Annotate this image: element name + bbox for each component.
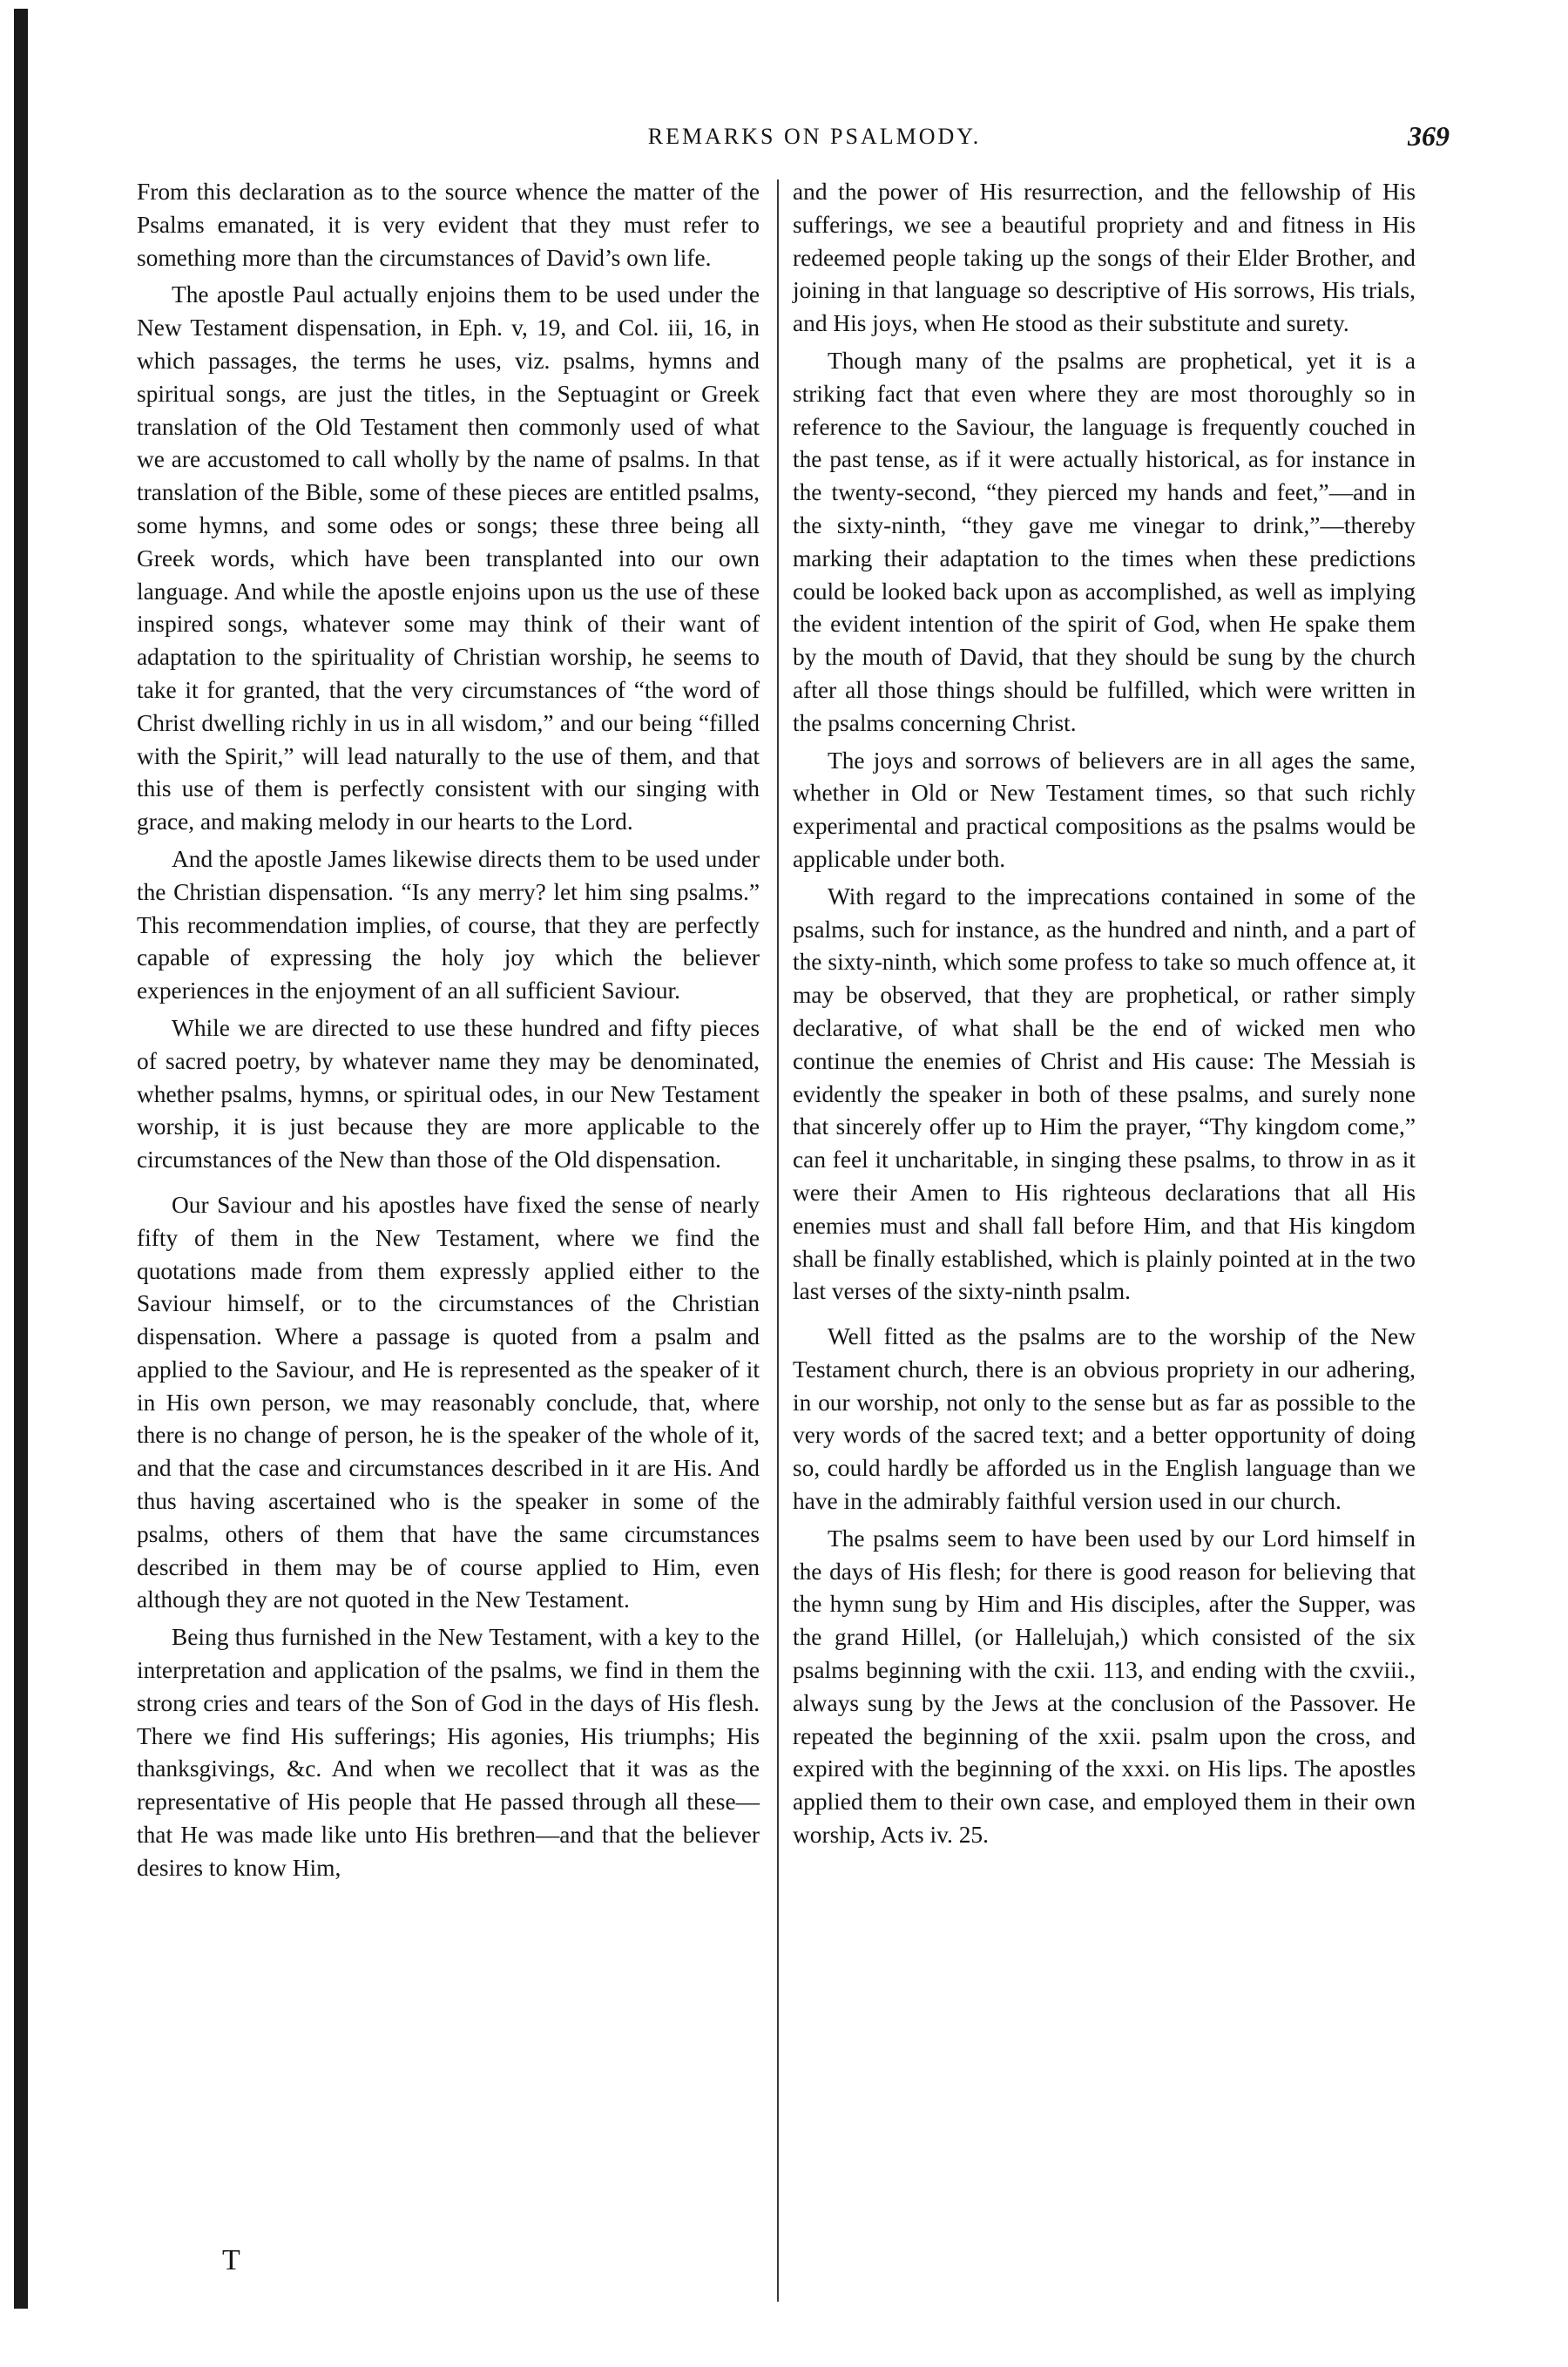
page-edge-bar [14,9,28,2309]
paragraph: Being thus furnished in the New Testament, with a key to the interpretation and application of the psalms, we find in them the strong cries and tears of the Son of God in the days of His flesh. There we find His sufferings; His agonies, His triumphs; His thanksgivings, &c. And when we recollect that it was as the representative of His people that He passed through all these—that He was made like unto His brethren—and that the believer desires to know Him, [137,1624,760,1881]
paragraph: Though many of the psalms are prophetical, yet it is a striking fact that even where they are most thoroughly so in reference to the Saviour, the language is frequently couched in the past tense, as if it were actually historical, as for instance in the twenty-second, “they pierced my hands and feet,”—and in the sixty-ninth, “they gave me vinegar to drink,”—thereby marking their adaptation to the times when these predictions could be looked back upon as accomplished, as well as implying the evident intention of the spirit of God, when He spake them by the mouth of David, that they should be sung by the church after all those things should be fulfilled, which were written in the psalms concerning Christ. [793,347,1416,736]
paragraph: The psalms seem to have been used by our Lord himself in the days of His flesh; for there is good reason for believing that the hymn sung by Him and His disciples, after the Supper, was the grand Hillel, (or Hallelujah,) which consisted of the six psalms beginning with the cxii. 113, and ending with the cxviii., always sung by the Jews at the conclusion of the Passover. He repeated the beginning of the xxii. psalm upon the cross, and expired with the beginning of the xxxi. on His lips. The apostles applied them to their own case, and employed them in their own worship, Acts iv. 25. [793,1525,1416,1849]
paragraph: With regard to the imprecations contained in some of the psalms, such for instance, as the hundred and ninth, and a part of the sixty-ninth, which some profess to take so much offence at, it may be observed, that they are prophetical, or rather simply declarative, of what shall be the end of wicked men who continue the enemies of Christ and His cause: The Messiah is evidently the speaker in both of these psalms, and surely none that sincerely offer up to Him the prayer, “Thy kingdom come,” can feel it uncharitable, in singing these psalms, to throw in as it were their Amen to His righteous declarations that all His enemies must and shall fall before Him, and that His kingdom shall be finally established, which is plainly pointed at in the two last verses of the sixty-ninth psalm. [793,883,1416,1305]
column-divider [777,179,779,2302]
paragraph: While we are directed to use these hundred and fifty pieces of sacred poetry, by whatever name they may be denominated, whether psalms, hymns, or spiritual odes, in our New Testament worship, it is just because they are more applicable to the circumstances of the New than those of the Old dispensation. [137,1014,760,1173]
paragraph: and the power of His resurrection, and the fellowship of His sufferings, we see a beautiful propriety and and fitness in His redeemed people taking up the songs of their Elder Brother, and joining in that language so descriptive of His sorrows, His trials, and His joys, when He stood as their substitute and surety. [793,179,1416,337]
paragraph: The apostle Paul actually enjoins them to be used under the New Testament dispensation, in Eph. v, 19, and Col. iii, 16, in which passages, the terms he uses, viz. psalms, hymns and spiritual songs, are just the titles, in the Septuagint or Greek translation of the Old Testament then commonly used of what we are accustomed to call wholly by the name of psalms. In that translation of the Bible, some of these pieces are entitled psalms, some hymns, and some odes or songs; these three being all Greek words, which have been transplanted into our own language. And while the apostle enjoins upon us the use of these inspired songs, whatever some may think of their want of adaptation to the spirituality of Christian worship, he seems to take it for granted, that the very circumstances of “the word of Christ dwelling richly in us in all wisdom,” and our being “filled with the Spirit,” will lead naturally to the use of them, and that this use of them is perfectly consistent with our singing with grace, and making melody in our hearts to the Lord. [137,281,760,835]
page-number: 369 [1408,120,1450,152]
paragraph: Our Saviour and his apostles have fixed the sense of nearly fifty of them in the New Testament, where we find the quotations made from them expressly applied either to the Saviour himself, or to the circumstances of the Christian dispensation. Where a passage is quoted from a psalm and applied to the Saviour, and He is represented as the speaker of it in His own person, we may reasonably conclude, that, where there is no change of person, he is the speaker of the whole of it, and that the case and circumstances described in it are His. And thus having ascertained who is the speaker in some of the psalms, others of them that have the same circumstances described in them may be of course applied to Him, even although they are not quoted in the New Testament. [137,1191,760,1613]
left-column [137,176,760,1890]
running-head: REMARKS ON PSALMODY. [647,124,982,149]
paragraph: Well fitted as the psalms are to the worship of the New Testament church, there is an obvious propriety in our adhering, in our worship, not only to the sense but as far as possible to the very words of the sacred text; and a better opportunity of doing so, could hardly be afforded us in the English language than we have in the admirably faithful version used in our church. [793,1323,1416,1515]
page-header [166,120,1463,155]
paragraph: The joys and sorrows of believers are in all ages the same, whether in Old or New Testament times, so that such richly experimental and practical compositions as the psalms would be applicable under both. [793,747,1416,872]
signature-mark: T [222,2244,240,2276]
right-column [793,176,1416,1856]
paragraph: From this declaration as to the source whence the matter of the Psalms emanated, it is very evident that they must refer to something more than the circumstances of David’s own life. [137,179,760,271]
paragraph: And the apostle James likewise directs them to be used under the Christian dispensation. “Is any merry? let him sing psalms.” This recommendation implies, of course, that they are perfectly capable of expressing the holy joy which the believer experiences in the enjoyment of an all sufficient Saviour. [137,845,760,1004]
